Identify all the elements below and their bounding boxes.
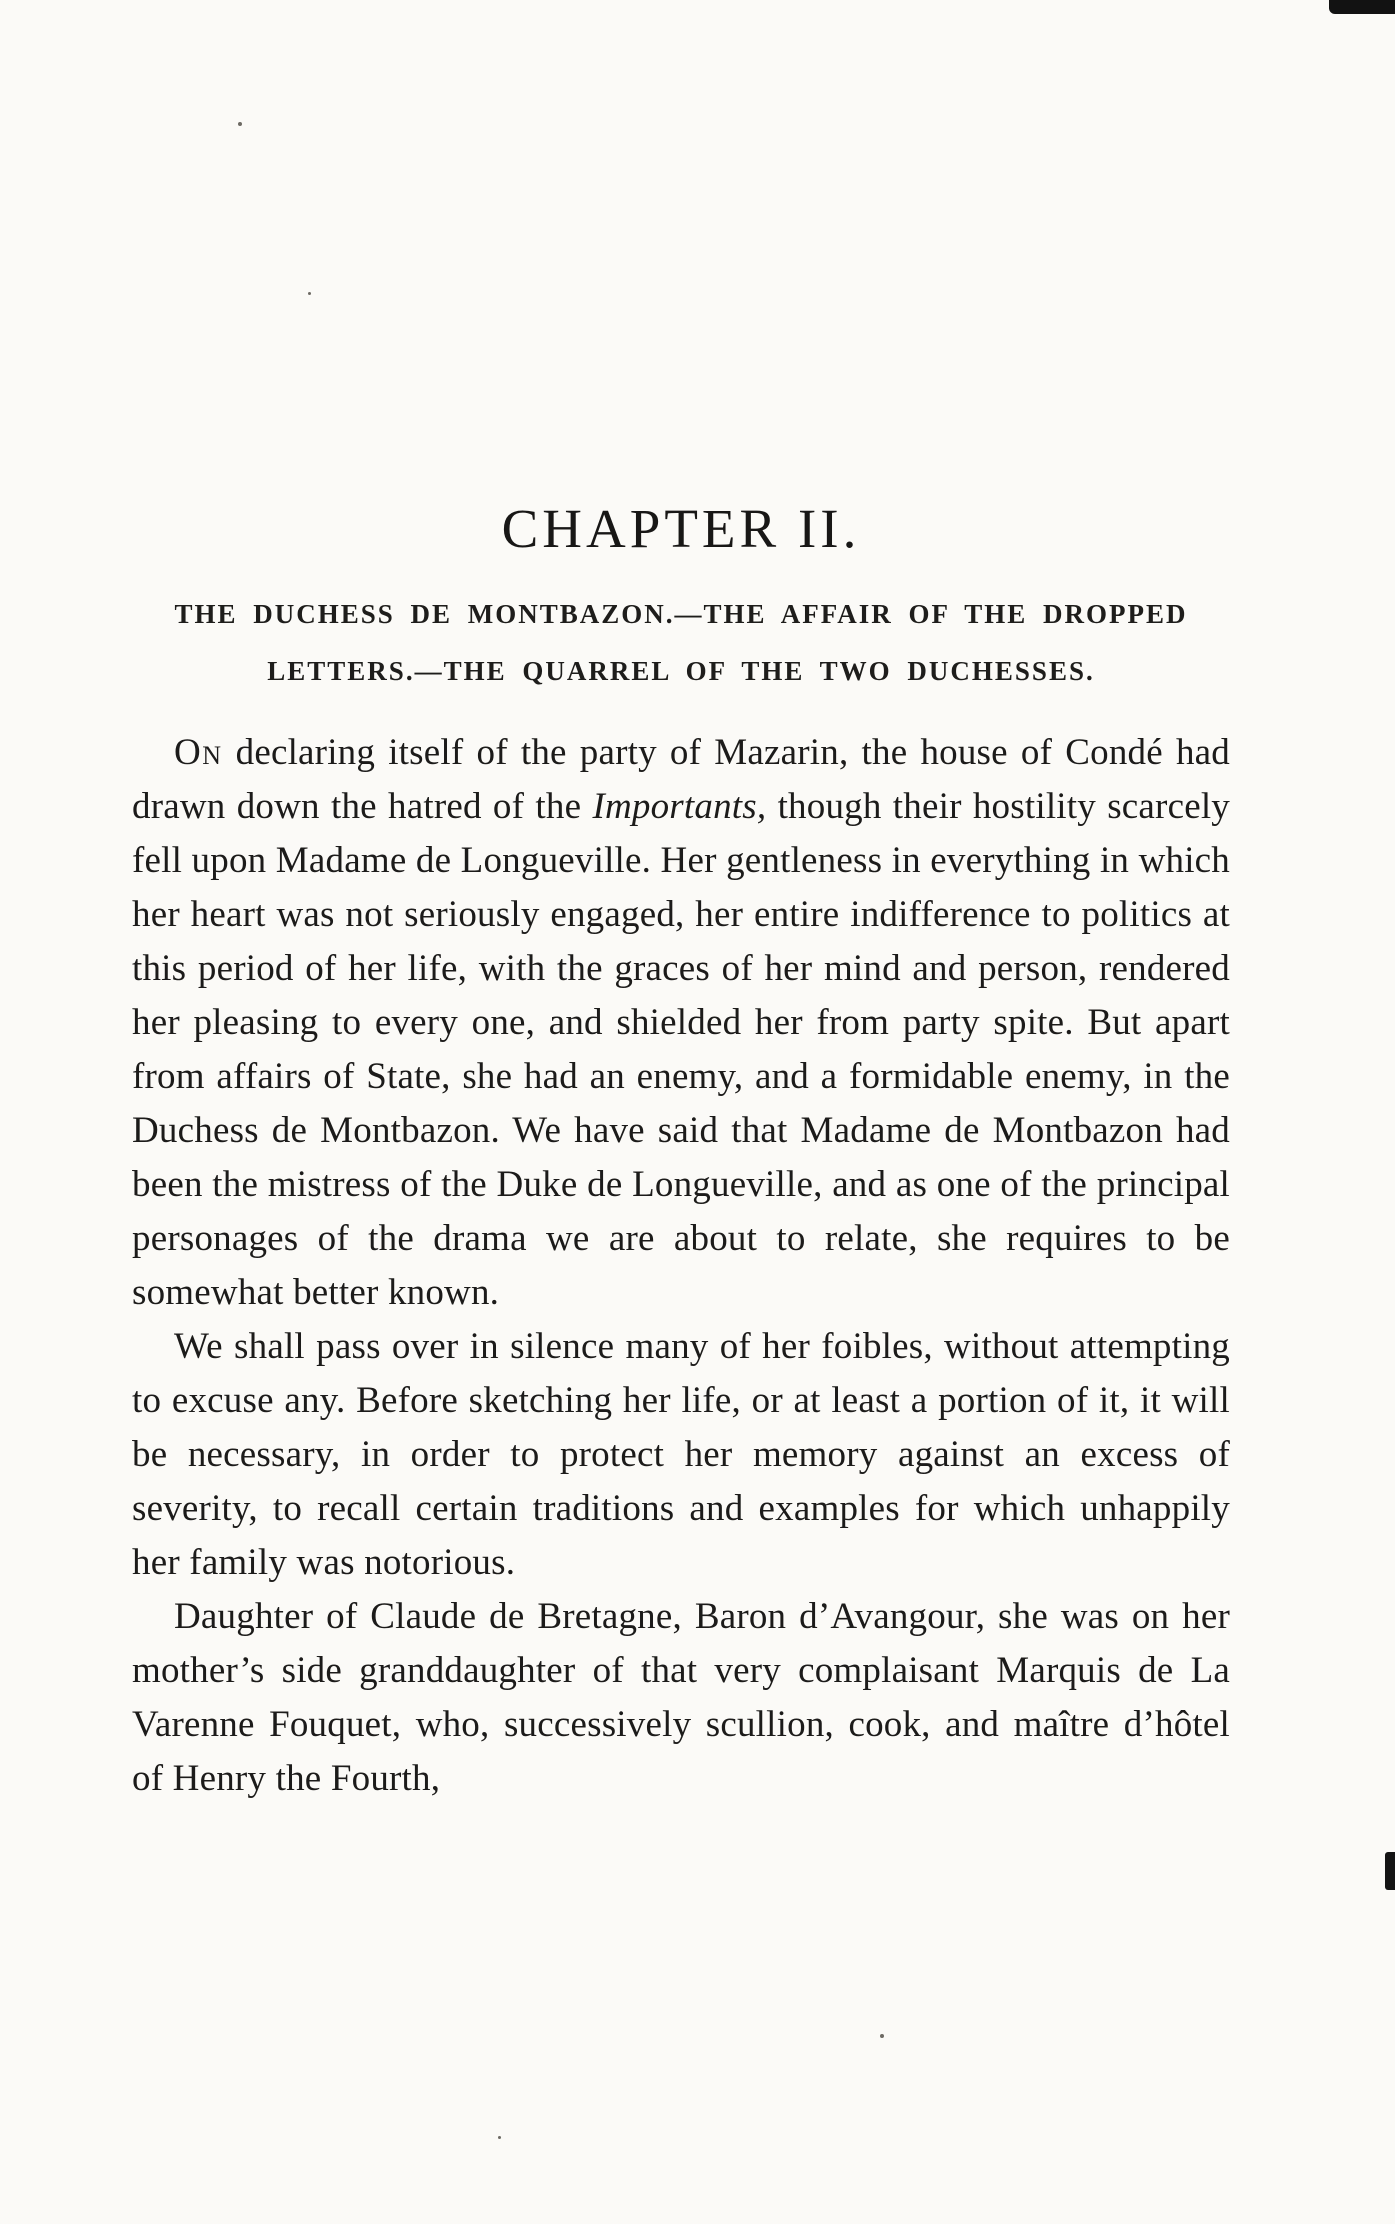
italic-term-importants: Importants, (592, 786, 767, 827)
lead-word: On (174, 732, 223, 773)
paragraph-2: We shall pass over in silence many of her foibles, without attempting to excuse any. Before sketching her life, or at least a portion of it, it will be necessary, in order to protect her memory against an excess of severity, to recall certain traditions and examples for which unhappily her family was notorious. (132, 1326, 1230, 1583)
scan-artifact-right-edge (1385, 1852, 1395, 1890)
chapter-title: CHAPTER II. (501, 498, 861, 559)
scan-artifact-top-right (1329, 0, 1395, 14)
subtitle-line-1: THE DUCHESS DE MONTBAZON.—THE AFFAIR OF THE DROPPED (174, 599, 1188, 629)
paragraph-3: Daughter of Claude de Bretagne, Baron d’Avangour, she was on her mother’s side granddaughter of that very complaisant Marquis de La Varenne Fouquet, who, successively scullion, cook, and maître d’hôtel of Henry the Fourth, (132, 1596, 1230, 1799)
chapter-subtitle (132, 586, 1230, 700)
paragraph-1-text: declaring itself of the party of Mazarin, the house of Condé had drawn down the hatred of the (132, 732, 1230, 827)
paragraph-1 (132, 726, 1230, 1320)
paragraph-1-text-continued: though their hostility scarcely fell upon Madame de Longueville. Her gentleness in everything in which her heart was not seriously engaged, her entire indifference to politics at this period of her life, with the graces of her mind and person, rendered her pleasing to every one, and shielded her from party spite. But apart from affairs of State, she had an enemy, and a formidable enemy, in the Duchess de Montbazon. We have said that Madame de Montbazon had been the mistress of the Duke de Longueville, and as one of the principal personages of the drama we are about to relate, she requires to be somewhat better known. (132, 786, 1231, 1313)
subtitle-line-2: LETTERS.—THE QUARREL OF THE TWO DUCHESSES. (267, 656, 1095, 686)
page-body (132, 726, 1230, 1806)
scan-speck (308, 292, 311, 295)
scan-speck (498, 2136, 501, 2139)
scan-speck (880, 2034, 884, 2038)
scan-speck (238, 122, 242, 126)
page-content (132, 0, 1230, 1806)
